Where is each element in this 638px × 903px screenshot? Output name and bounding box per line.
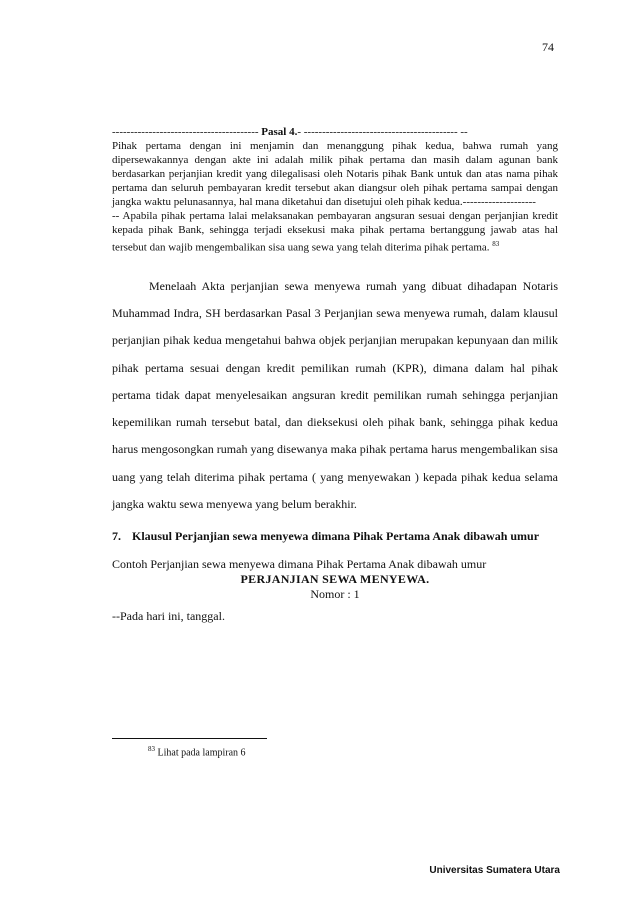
contract-number: Nomor : 1 [310, 587, 360, 602]
quoted-clause-2-text: -- Apabila pihak pertama lalai melaksanakan pembayaran angsuran sesuai dengan perjanjian kredit kepada pihak Bank, sehingga terjadi eksekusi maka pihak pertama bertanggung jawab atas hal tersebut dan wajib mengembalikan sisa uang sewa yang telah diterima pihak pertama. [112, 210, 558, 254]
footnote [148, 745, 246, 758]
pasal-dashes-right: - ------------------------------------------ -- [297, 126, 468, 138]
quoted-clause-1: Pihak pertama dengan ini menjamin dan menanggung pihak kedua, bahwa rumah yang dipersewakannya dengan akte ini adalah milik pihak pertama dan masih dalam agunan bank berdasarkan perjanjian kredit yang dilegalisasi oleh Notaris pihak Bank untuk dan atas nama pihak pertama dan seluruh pembayaran kredit tersebut akan diangsur oleh pihak pertama sampai dengan jangka waktu pelunasannya, hal mana diketahui dan disetujui oleh pihak kedua.-------------------- [112, 140, 558, 208]
pasal-title: Pasal 4. [261, 126, 298, 138]
section-title: Klausul Perjanjian sewa menyewa dimana Pihak Pertama Anak dibawah umur [132, 529, 540, 544]
footnote-divider [112, 738, 267, 739]
footnote-text: Lihat pada lampiran 6 [157, 747, 246, 759]
section-heading [112, 528, 558, 544]
contract-title: PERJANJIAN SEWA MENYEWA. [240, 572, 430, 587]
footnote-number: 83 [148, 745, 155, 753]
body-paragraph: Menelaah Akta perjanjian sewa menyewa rumah yang dibuat dihadapan Notaris Muhammad Indra, SH berdasarkan Pasal 3 Perjanjian sewa menyewa rumah, dalam klausul perjanjian pihak kedua mengetahui bahwa objek perjanjian merupakan kepunyaan dan milik pihak pertama sesuai dengan kredit pemilikan rumah (KPR), dimana dalam hal pihak pertama tidak dapat menyelesaikan angsuran kredit pemilikan rumah sehingga perjanjian kepemilikan rumah tersebut batal, dan dieksekusi oleh pihak bank, sehingga pihak kedua harus mengosongkan rumah yang disewanya maka pihak pertama harus mengembalikan sisa uang yang telah diterima pihak pertama ( yang menyewakan ) kepada pihak kedua selama jangka waktu sewa menyewa yang belum berakhir. [112, 278, 558, 512]
quoted-clause-2 [112, 209, 558, 255]
footnote-reference: 83 [492, 240, 500, 248]
page-content [112, 125, 558, 624]
pasal-dashes-left: ---------------------------------------- [112, 126, 259, 138]
page-number: 74 [542, 40, 554, 54]
pasal-heading-line [112, 125, 558, 139]
section-number: 7. [112, 529, 121, 544]
contract-opening-line: --Pada hari ini, tanggal. [112, 609, 225, 624]
university-footer: Universitas Sumatera Utara [429, 865, 560, 876]
example-intro-line: Contoh Perjanjian sewa menyewa dimana Pihak Pertama Anak dibawah umur [112, 557, 487, 572]
